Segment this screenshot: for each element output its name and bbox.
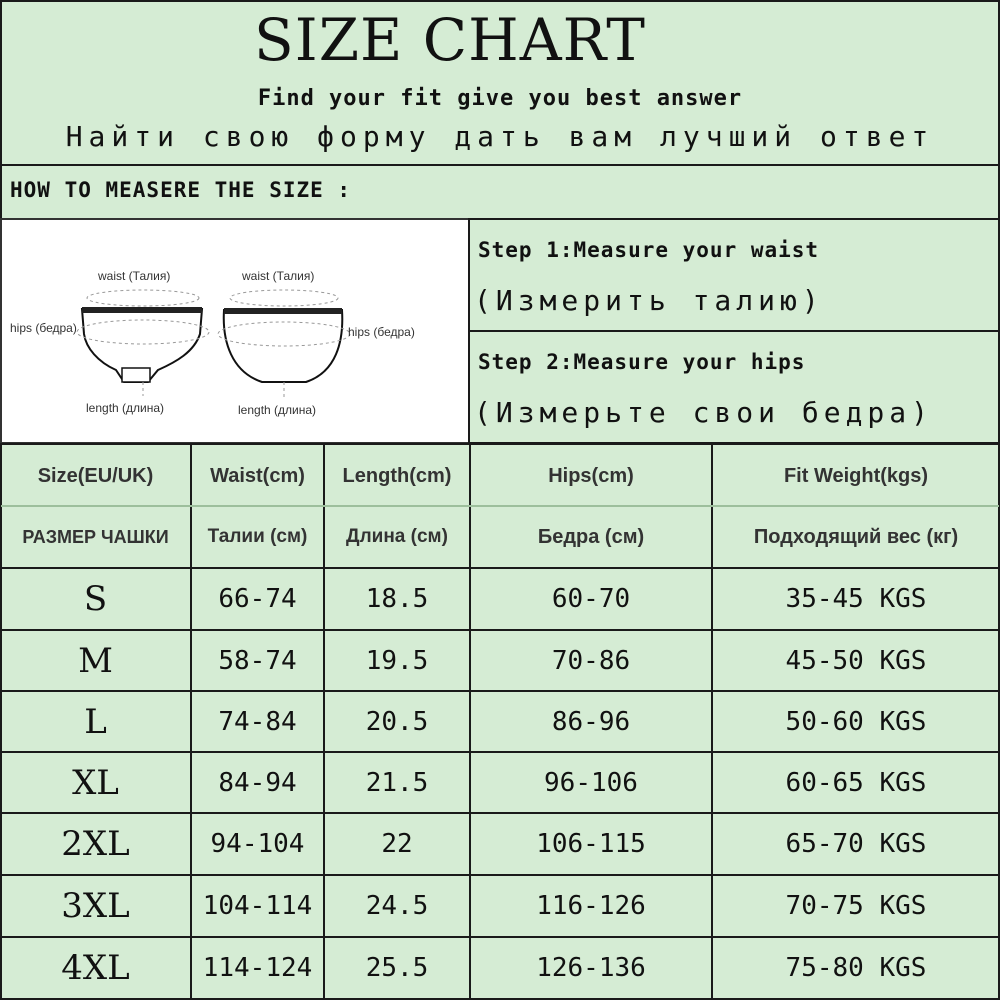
table-cell-waist: 84-94 xyxy=(218,767,297,798)
table-cell-waist: 104-114 xyxy=(202,891,313,921)
table-cell-length: 24.5 xyxy=(365,891,429,921)
table-cell-length: 20.5 xyxy=(365,706,429,737)
how-to-heading: HOW TO MEASERE THE SIZE : xyxy=(10,178,352,202)
table-cell-length: 19.5 xyxy=(365,645,429,676)
diagram-label-waist-left: waist (Талия) xyxy=(98,269,171,283)
table-cell-weight: 60-65 KGS xyxy=(785,767,927,798)
diagram-label-length-right: length (длина) xyxy=(238,403,317,417)
table-cell-weight: 75-80 KGS xyxy=(785,953,927,983)
table-cell-length: 22 xyxy=(381,829,413,859)
step-1-russian: (Измерить талию) xyxy=(474,284,824,317)
table-cell-hips: 86-96 xyxy=(551,706,631,737)
header-fit-weight: Fit Weight(kgs) xyxy=(783,464,929,487)
table-cell-size: L xyxy=(84,701,107,742)
subtitle-russian: Найти свою форму дать вам лучший ответ xyxy=(65,120,935,153)
table-cell-size: M xyxy=(78,640,113,681)
header-fit-weight-ru: Подходящий вес (кг) xyxy=(753,525,959,548)
table-cell-size: 4XL xyxy=(61,948,130,988)
table-cell-weight: 70-75 KGS xyxy=(785,891,927,921)
header-hips-ru: Бедра (см) xyxy=(537,525,645,548)
table-cell-length: 18.5 xyxy=(365,584,429,614)
step-1-english: Step 1:Measure your waist xyxy=(478,238,820,262)
step-2-russian: (Измерьте свои бедра) xyxy=(474,396,934,429)
table-cell-hips: 96-106 xyxy=(544,767,638,798)
table-cell-length: 21.5 xyxy=(365,767,429,798)
table-cell-size: 3XL xyxy=(61,886,130,926)
header-length-ru: Длина (см) xyxy=(346,526,448,547)
table-cell-weight: 45-50 KGS xyxy=(785,645,927,676)
table-cell-hips: 60-70 xyxy=(551,584,631,614)
table-cell-waist: 66-74 xyxy=(218,584,297,614)
table-cell-waist: 94-104 xyxy=(210,829,305,859)
header-length: Length(cm) xyxy=(342,464,452,487)
table-cell-size: XL xyxy=(72,762,119,803)
header-waist-ru: Талии (см) xyxy=(207,526,308,547)
table-cell-weight: 65-70 KGS xyxy=(785,829,927,859)
header-size-ru: РАЗМЕР ЧАШКИ xyxy=(22,526,169,547)
table-cell-weight: 35-45 KGS xyxy=(785,584,927,614)
diagram-label-length-left: length (длина) xyxy=(86,401,165,415)
table-cell-size: 2XL xyxy=(61,824,130,864)
diagram-label-waist-right: waist (Талия) xyxy=(242,269,315,283)
table-cell-waist: 114-124 xyxy=(202,953,313,983)
table-cell-hips: 70-86 xyxy=(551,645,631,676)
diagram-label-hips-right: hips (бедра) xyxy=(348,325,415,339)
step-2-english: Step 2:Measure your hips xyxy=(478,350,806,374)
table-cell-weight: 50-60 KGS xyxy=(785,706,927,737)
table-cell-hips: 106-115 xyxy=(536,829,646,859)
table-cell-size: S xyxy=(83,579,108,619)
header-hips: Hips(cm) xyxy=(548,464,634,487)
table-cell-hips: 116-126 xyxy=(536,891,646,921)
table-cell-waist: 58-74 xyxy=(218,645,297,676)
table-cell-length: 25.5 xyxy=(365,953,429,983)
header-size: Size(EU/UK) xyxy=(37,464,154,487)
diagram-label-hips-left: hips (бедра) xyxy=(10,321,77,335)
table-cell-hips: 126-136 xyxy=(536,953,646,983)
subtitle-english: Find your fit give you best answer xyxy=(257,86,743,111)
table-cell-waist: 74-84 xyxy=(218,706,297,737)
header-waist: Waist(cm) xyxy=(210,464,305,487)
page-title: SIZE CHART xyxy=(254,6,646,74)
